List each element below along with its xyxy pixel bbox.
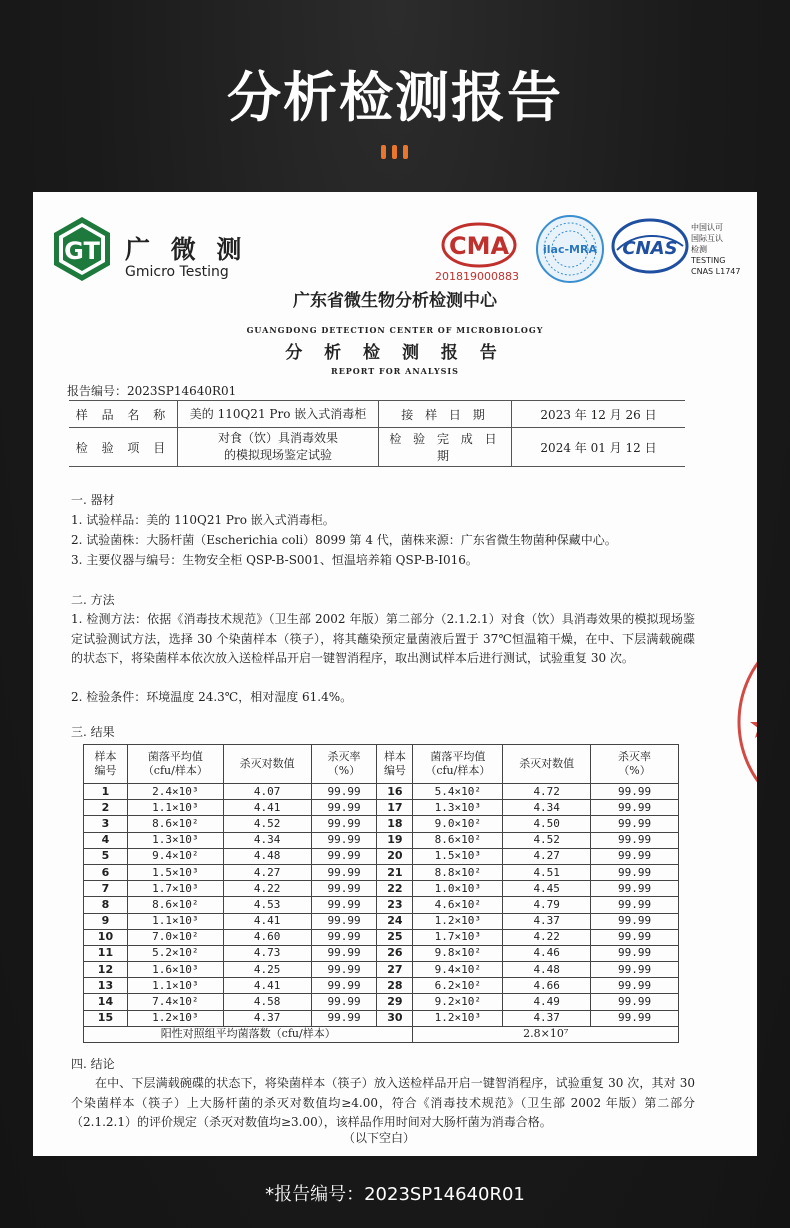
table-cell: 4.60	[223, 929, 311, 945]
table-cell: 99.99	[311, 864, 377, 880]
org-name-en: GUANGDONG DETECTION CENTER OF MICROBIOLOGY	[246, 325, 544, 335]
report-number: 报告编号：2023SP14640R01	[67, 384, 237, 398]
table-cell: 4.22	[503, 929, 591, 945]
table-cell: 5.2×10²	[127, 945, 223, 961]
table-cell: 4.27	[503, 848, 591, 864]
table-cell: 4.27	[223, 864, 311, 880]
table-row	[84, 897, 679, 913]
table-cell: 17	[377, 800, 413, 816]
header-rate: 杀灭率 （%）	[591, 745, 679, 784]
table-cell: 4.25	[223, 962, 311, 978]
table-cell: 99.99	[311, 816, 377, 832]
svg-text:CMA: CMA	[448, 232, 510, 260]
table-row	[84, 962, 679, 978]
table-cell: 4.73	[223, 945, 311, 961]
table-cell: 99.99	[591, 784, 679, 800]
table-cell: 99.99	[311, 1010, 377, 1026]
table-cell: 99.99	[311, 978, 377, 994]
table-cell: 1.2×10³	[127, 1010, 223, 1026]
table-cell: 99.99	[311, 800, 377, 816]
table-cell: 1.7×10³	[127, 881, 223, 897]
table-cell: 9.0×10²	[413, 816, 503, 832]
cnas-logo-icon	[611, 216, 689, 276]
table-cell: 4	[84, 832, 128, 848]
header-log: 杀灭对数值	[223, 745, 311, 784]
table-cell: 4.46	[503, 945, 591, 961]
report-title-en: REPORT FOR ANALYSIS	[331, 366, 459, 376]
table-cell: 4.34	[503, 800, 591, 816]
table-cell: 8.6×10²	[127, 816, 223, 832]
table-cell: 99.99	[591, 848, 679, 864]
table-cell: 2.4×10³	[127, 784, 223, 800]
table-cell: 4.53	[223, 897, 311, 913]
table-cell: 9.8×10²	[413, 945, 503, 961]
table-row	[84, 800, 679, 816]
equipment-line: 3. 主要仪器与编号：生物安全柜 QSP-B-S001、恒温培养箱 QSP-B-I016。	[71, 553, 478, 567]
table-cell: 5	[84, 848, 128, 864]
header-colony: 菌落平均值 （cfu/样本）	[127, 745, 223, 784]
receive-date-value: 2023 年 12 月 26 日	[512, 401, 686, 428]
table-cell: 1.3×10³	[127, 832, 223, 848]
table-cell: 1.1×10³	[127, 978, 223, 994]
table-cell: 22	[377, 881, 413, 897]
sample-name-value: 美的 110Q21 Pro 嵌入式消毒柜	[178, 401, 379, 428]
header-sample-no: 样本 编号	[84, 745, 128, 784]
red-stamp-icon	[733, 642, 757, 802]
brand-name-en: Gmicro Testing	[125, 264, 229, 280]
table-cell: 99.99	[311, 832, 377, 848]
section-title: 一. 器材	[71, 493, 115, 507]
table-cell: 4.72	[503, 784, 591, 800]
table-cell: 21	[377, 864, 413, 880]
table-cell: 2	[84, 800, 128, 816]
table-cell: 99.99	[311, 848, 377, 864]
table-cell: 4.37	[503, 1010, 591, 1026]
table-cell: 4.22	[223, 881, 311, 897]
sample-info-table	[69, 400, 685, 467]
table-cell: 4.37	[223, 1010, 311, 1026]
table-cell: 99.99	[311, 784, 377, 800]
table-cell: 27	[377, 962, 413, 978]
table-cell: 9.4×10²	[413, 962, 503, 978]
table-cell: 99.99	[591, 881, 679, 897]
header-log: 杀灭对数值	[503, 745, 591, 784]
table-cell: 5.4×10²	[413, 784, 503, 800]
table-cell: 18	[377, 816, 413, 832]
table-cell: 16	[377, 784, 413, 800]
test-item-label: 检 验 项 目	[69, 428, 178, 467]
table-row	[84, 929, 679, 945]
table-row	[84, 881, 679, 897]
table-cell: 1.1×10³	[127, 800, 223, 816]
receive-date-label: 接 样 日 期	[379, 401, 512, 428]
table-cell: 14	[84, 994, 128, 1010]
table-cell: 4.6×10²	[413, 897, 503, 913]
table-cell: 4.52	[503, 832, 591, 848]
finish-date-value: 2024 年 01 月 12 日	[512, 428, 686, 467]
table-cell: 6	[84, 864, 128, 880]
section-equipment	[71, 490, 617, 570]
table-row	[84, 832, 679, 848]
table-row	[84, 848, 679, 864]
table-cell: 7.0×10²	[127, 929, 223, 945]
control-value: 2.8×10⁷	[413, 1026, 679, 1042]
table-cell: 4.48	[223, 848, 311, 864]
table-cell: 4.41	[223, 913, 311, 929]
table-cell: 8.8×10²	[413, 864, 503, 880]
table-cell: 4.45	[503, 881, 591, 897]
section-conclusion-title: 四. 结论	[71, 1057, 115, 1071]
cma-seal-icon	[439, 220, 519, 270]
table-cell: 99.99	[591, 945, 679, 961]
table-cell: 9	[84, 913, 128, 929]
table-cell: 1.5×10³	[413, 848, 503, 864]
table-cell: 13	[84, 978, 128, 994]
table-row	[84, 994, 679, 1010]
table-cell: 10	[84, 929, 128, 945]
test-item-value: 对食（饮）具消毒效果 的模拟现场鉴定试验	[178, 428, 379, 467]
control-label: 阳性对照组平均菌落数（cfu/样本）	[84, 1026, 413, 1042]
table-cell: 4.07	[223, 784, 311, 800]
table-cell: 9.4×10²	[127, 848, 223, 864]
table-cell: 99.99	[591, 864, 679, 880]
brand-name-cn: 广 微 测	[125, 235, 248, 264]
table-cell: 1.6×10³	[127, 962, 223, 978]
table-cell: 23	[377, 897, 413, 913]
svg-text:ilac-MRA: ilac-MRA	[543, 243, 597, 256]
svg-text:GT: GT	[64, 237, 100, 265]
report-document	[33, 192, 757, 1156]
equipment-line: 2. 试验菌株：大肠杆菌（Escherichia coli）8099 第 4 代，菌株来源：广东省微生物菌种保藏中心。	[71, 533, 617, 547]
table-cell: 4.66	[503, 978, 591, 994]
gmicro-logo-icon	[53, 216, 111, 282]
sample-name-label: 样 品 名 称	[69, 401, 178, 428]
table-cell: 99.99	[591, 832, 679, 848]
page-headline: 分析检测报告	[227, 66, 563, 129]
table-row	[84, 784, 679, 800]
finish-date-label: 检 验 完 成 日 期	[379, 428, 512, 467]
table-row	[84, 816, 679, 832]
ilac-mra-logo-icon	[535, 214, 605, 284]
table-cell: 9.2×10²	[413, 994, 503, 1010]
table-row	[84, 864, 679, 880]
table-cell: 4.34	[223, 832, 311, 848]
table-cell: 6.2×10²	[413, 978, 503, 994]
cnas-caption: 中国认可 国际互认 检测 TESTING CNAS L1747	[691, 223, 741, 276]
table-cell: 99.99	[311, 929, 377, 945]
table-cell: 7	[84, 881, 128, 897]
table-cell: 4.48	[503, 962, 591, 978]
header-colony: 菌落平均值 （cfu/样本）	[413, 745, 503, 784]
table-cell: 12	[84, 962, 128, 978]
blank-note: （以下空白）	[343, 1131, 416, 1145]
table-cell: 4.37	[503, 913, 591, 929]
table-cell: 3	[84, 816, 128, 832]
table-cell: 99.99	[311, 994, 377, 1010]
table-cell: 99.99	[311, 913, 377, 929]
table-cell: 20	[377, 848, 413, 864]
table-cell: 8	[84, 897, 128, 913]
footer-report-number: *报告编号：2023SP14640R01	[265, 1184, 525, 1205]
table-cell: 99.99	[591, 962, 679, 978]
section-results-title: 三. 结果	[71, 725, 115, 739]
table-cell: 1.2×10³	[413, 1010, 503, 1026]
table-cell: 99.99	[311, 945, 377, 961]
table-cell: 1.3×10³	[413, 800, 503, 816]
table-cell: 99.99	[591, 913, 679, 929]
table-row	[84, 913, 679, 929]
method-paragraph: 1. 检测方法：依据《消毒技术规范》（卫生部 2002 年版）第二部分（2.1.2.1）对食（饮）具消毒效果的模拟现场鉴定试验测试方法，选择 30 个染菌样本（筷子），将其蘸染预定量菌液后置于 37℃恒温箱干燥，在中、下层满载碗碟的状态下，将染菌样本依次放入送检样品开启一键智消程序，取出测试样本后进行测试，试验重复 30 次。	[71, 612, 695, 665]
table-cell: 4.49	[503, 994, 591, 1010]
table-cell: 29	[377, 994, 413, 1010]
table-cell: 4.51	[503, 864, 591, 880]
header-rate: 杀灭率 （%）	[311, 745, 377, 784]
table-cell: 19	[377, 832, 413, 848]
table-cell: 99.99	[591, 816, 679, 832]
table-cell: 1.0×10³	[413, 881, 503, 897]
header-sample-no: 样本 编号	[377, 745, 413, 784]
table-cell: 4.50	[503, 816, 591, 832]
table-cell: 7.4×10²	[127, 994, 223, 1010]
table-cell: 99.99	[591, 978, 679, 994]
table-cell: 1.1×10³	[127, 913, 223, 929]
table-cell: 1.2×10³	[413, 913, 503, 929]
equipment-line: 1. 试验样品：美的 110Q21 Pro 嵌入式消毒柜。	[71, 513, 335, 527]
org-name-cn: 广东省微生物分析检测中心	[293, 291, 497, 311]
results-table	[83, 744, 679, 1043]
svg-text:CNAS: CNAS	[622, 238, 678, 259]
table-cell: 4.52	[223, 816, 311, 832]
table-cell: 24	[377, 913, 413, 929]
table-cell: 8.6×10²	[413, 832, 503, 848]
table-cell: 1.7×10³	[413, 929, 503, 945]
table-cell: 4.41	[223, 800, 311, 816]
table-cell: 30	[377, 1010, 413, 1026]
table-cell: 99.99	[591, 897, 679, 913]
table-cell: 99.99	[591, 1010, 679, 1026]
section-method-title: 二. 方法	[71, 593, 115, 607]
table-cell: 4.58	[223, 994, 311, 1010]
cma-number: 201819000883	[435, 270, 519, 283]
table-row	[84, 945, 679, 961]
decor-dots	[381, 145, 408, 159]
table-cell: 99.99	[311, 897, 377, 913]
table-cell: 4.41	[223, 978, 311, 994]
table-cell: 99.99	[311, 881, 377, 897]
report-title-cn: 分 析 检 测 报 告	[285, 343, 505, 363]
table-cell: 25	[377, 929, 413, 945]
table-cell: 15	[84, 1010, 128, 1026]
conclusion-paragraph: 在中、下层满载碗碟的状态下，将染菌样本（筷子）放入送检样品开启一键智消程序，试验重复 30 次，其对 30 个染菌样本（筷子）上大肠杆菌的杀灭对数值均≥4.00，符合《消毒技术规范》（卫生部 2002 年版）第二部分（2.1.2.1）的评价规定（杀灭对数值均≥3.00），该样品作用时间对大肠杆菌为消毒合格。	[71, 1076, 695, 1129]
table-cell: 99.99	[591, 800, 679, 816]
table-cell: 99.99	[311, 962, 377, 978]
table-cell: 4.79	[503, 897, 591, 913]
table-cell: 1.5×10³	[127, 864, 223, 880]
table-cell: 8.6×10²	[127, 897, 223, 913]
table-cell: 28	[377, 978, 413, 994]
table-cell: 11	[84, 945, 128, 961]
table-cell: 26	[377, 945, 413, 961]
table-row	[84, 1010, 679, 1026]
conditions-paragraph: 2. 检验条件：环境温度 24.3℃，相对湿度 61.4%。	[71, 690, 353, 704]
table-cell: 99.99	[591, 929, 679, 945]
table-cell: 1	[84, 784, 128, 800]
table-row	[84, 978, 679, 994]
table-cell: 99.99	[591, 994, 679, 1010]
